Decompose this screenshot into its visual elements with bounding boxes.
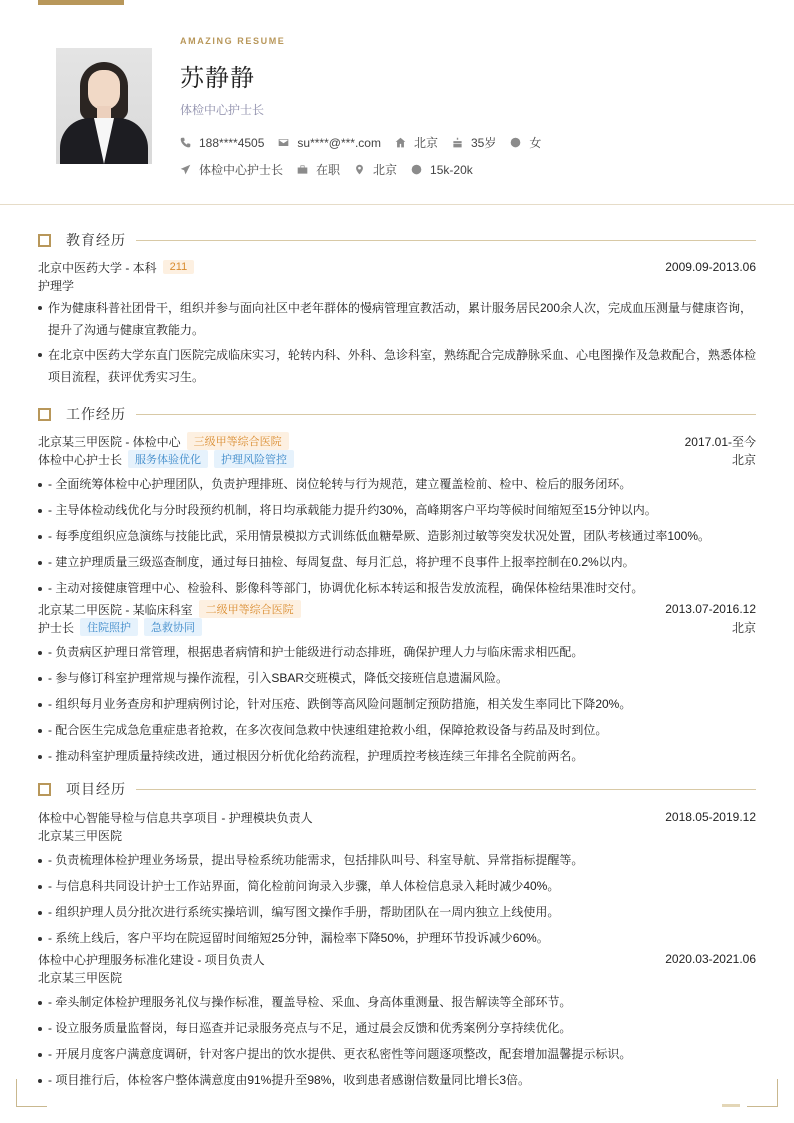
list-item: - 与信息科共同设计护士工作站界面，简化检前问询录入步骤，单人体检信息录入耗时减少40%。: [38, 876, 756, 896]
job-role-row: [38, 450, 756, 468]
education-date: 2009.09-2013.06: [665, 260, 756, 274]
info-gender: 女: [510, 134, 541, 151]
job-intent-row: [180, 161, 487, 178]
job-header: [38, 600, 756, 618]
school-name: 北京中医药大学 - 本科: [38, 260, 157, 275]
project-bullets: [38, 850, 756, 948]
location-icon: [354, 164, 365, 175]
job-role: 体检中心护士长: [38, 452, 123, 467]
job-city: 北京: [731, 452, 756, 467]
job-city: 北京: [731, 620, 756, 635]
list-item: - 主动对接健康管理中心、检验科、影像科等部门，协调优化标本转运和报告发放流程，确保体检结果准时交付。: [38, 578, 756, 598]
section-divider: [136, 240, 756, 241]
list-item: - 组织每月业务查房和护理病例讨论，针对压疮、跌倒等高风险问题制定预防措施，相关发生率同比下降20%。: [38, 694, 756, 714]
school-tag: 211: [163, 260, 195, 274]
info-age: 35岁: [452, 134, 496, 151]
info-salary: 15k-20k: [411, 163, 473, 177]
info-email: su****@***.com: [278, 136, 381, 150]
project-name: 体检中心护理服务标准化建设 - 项目负责人: [38, 952, 265, 967]
candidate-title: 体检中心护士长: [180, 103, 265, 117]
skill-tag: 急救协同: [144, 618, 202, 636]
project-date: 2018.05-2019.12: [665, 810, 756, 824]
project-org: 北京某三甲医院: [38, 828, 123, 843]
section-title: 项目经历: [66, 781, 126, 797]
skill-tag: 服务体验优化: [128, 450, 208, 468]
list-item: - 主导体检动线优化与分时段预约机制，将日均承载能力提升约30%，高峰期客户平均等候时间缩短至15分钟以内。: [38, 500, 756, 520]
list-item: - 参与修订科室护理常规与操作流程，引入SBAR交班模式，降低交接班信息遗漏风险。: [38, 668, 756, 688]
list-item: - 项目推行后，体检客户整体满意度由91%提升至98%，收到患者感谢信数量同比增长3倍。: [38, 1070, 756, 1090]
section-square-icon: [38, 783, 51, 796]
company-tag: 二级甲等综合医院: [199, 600, 301, 618]
money-icon: [411, 164, 422, 175]
job-role: 护士长: [38, 620, 75, 635]
project-header: [38, 808, 756, 826]
company-tag: 三级甲等综合医院: [187, 432, 289, 450]
job-bullets: [38, 474, 756, 598]
list-item: 在北京中医药大学东直门医院完成临床实习，轮转内科、外科、急诊科室，熟练配合完成静脉采血、心电图操作及急救配合，熟悉体检项目流程，获评优秀实习生。: [38, 344, 756, 388]
job-role-row: [38, 618, 756, 636]
list-item: - 牵头制定体检护理服务礼仪与操作标准，覆盖导检、采血、身高体重测量、报告解读等全部环节。: [38, 992, 756, 1012]
section-header: [38, 404, 756, 424]
section-square-icon: [38, 234, 51, 247]
section-square-icon: [38, 408, 51, 421]
list-item: - 全面统筹体检中心护理团队，负责护理排班、岗位轮转与行为规范，建立覆盖检前、检中、检后的服务闭环。: [38, 474, 756, 494]
send-icon: [180, 164, 191, 175]
skill-tag: 住院照护: [80, 618, 138, 636]
list-item: - 开展月度客户满意度调研，针对客户提出的饮水提供、更衣私密性等问题逐项整改，配套增加温馨提示标识。: [38, 1044, 756, 1064]
list-item: - 配合医生完成急危重症患者抢救，在多次夜间急救中快速组建抢救小组，保障抢救设备与药品及时到位。: [38, 720, 756, 740]
project-name: 体检中心智能导检与信息共享项目 - 护理模块负责人: [38, 810, 313, 825]
job-date: 2017.01-至今: [684, 434, 756, 449]
project-org: 北京某三甲医院: [38, 970, 123, 985]
contact-row: [180, 134, 555, 151]
list-item: 作为健康科普社团骨干，组织并参与面向社区中老年群体的慢病管理宣教活动，累计服务居民200余人次，完成血压测量与健康咨询，提升了沟通与健康宣教能力。: [38, 297, 756, 341]
skill-tag: 护理风险管控: [214, 450, 294, 468]
list-item: - 推动科室护理质量持续改进，通过根因分析优化给药流程，护理质控考核连续三年排名全院前两名。: [38, 746, 756, 766]
list-item: - 负责梳理体检护理业务场景，提出导检系统功能需求，包括排队叫号、科室导航、异常指标提醒等。: [38, 850, 756, 870]
section-divider: [136, 789, 756, 790]
gender-icon: [510, 137, 521, 148]
home-icon: [395, 137, 406, 148]
job-date: 2013.07-2016.12: [665, 602, 756, 616]
info-city: 北京: [395, 134, 438, 151]
mail-icon: [278, 137, 289, 148]
projects-section: [38, 779, 756, 1090]
list-item: - 负责病区护理日常管理，根据患者病情和护士能级进行动态排班，确保护理人力与临床需求相匹配。: [38, 642, 756, 662]
corner-accent: [722, 1104, 740, 1107]
company-name: 北京某三甲医院 - 体检中心: [38, 434, 181, 449]
info-intent-position: 体检中心护士长: [180, 161, 283, 178]
header-divider: [0, 204, 794, 205]
project-header: [38, 950, 756, 968]
section-title: 教育经历: [66, 232, 126, 248]
education-entry-header: [38, 258, 756, 276]
info-intent-city: 北京: [354, 161, 397, 178]
info-phone: 188****4505: [180, 136, 264, 150]
briefcase-icon: [297, 164, 308, 175]
job-header: [38, 432, 756, 450]
education-major: 护理学: [38, 278, 75, 293]
section-header: [38, 779, 756, 799]
list-item: - 设立服务质量监督岗，每日巡查并记录服务亮点与不足，通过晨会反馈和优秀案例分享持续优化。: [38, 1018, 756, 1038]
section-title: 工作经历: [66, 406, 126, 422]
section-divider: [136, 414, 756, 415]
candidate-name: 苏静静: [180, 65, 255, 92]
top-accent-bar: [38, 0, 124, 5]
cake-icon: [452, 137, 463, 148]
resume-tagline: AMAZING RESUME: [180, 36, 286, 46]
education-bullets: [38, 297, 756, 388]
list-item: - 每季度组织应急演练与技能比武，采用情景模拟方式训练低血糖晕厥、造影剂过敏等突发状况处置，团队考核通过率100%。: [38, 526, 756, 546]
list-item: - 组织护理人员分批次进行系统实操培训，编写图文操作手册，帮助团队在一周内独立上线使用。: [38, 902, 756, 922]
education-section: [38, 230, 756, 388]
job-bullets: [38, 642, 756, 766]
info-status: 在职: [297, 161, 340, 178]
phone-icon: [180, 137, 191, 148]
work-section: [38, 404, 756, 766]
project-bullets: [38, 992, 756, 1090]
list-item: - 建立护理质量三级巡查制度，通过每日抽检、每周复盘、每月汇总，将护理不良事件上报率控制在0.2%以内。: [38, 552, 756, 572]
section-header: [38, 230, 756, 250]
corner-decoration: [16, 1079, 47, 1107]
profile-photo: [56, 48, 152, 164]
list-item: - 系统上线后，客户平均在院逗留时间缩短25分钟，漏检率下降50%，护理环节投诉减少60%。: [38, 928, 756, 948]
project-date: 2020.03-2021.06: [665, 952, 756, 966]
company-name: 北京某二甲医院 - 某临床科室: [38, 602, 193, 617]
corner-decoration: [747, 1079, 778, 1107]
